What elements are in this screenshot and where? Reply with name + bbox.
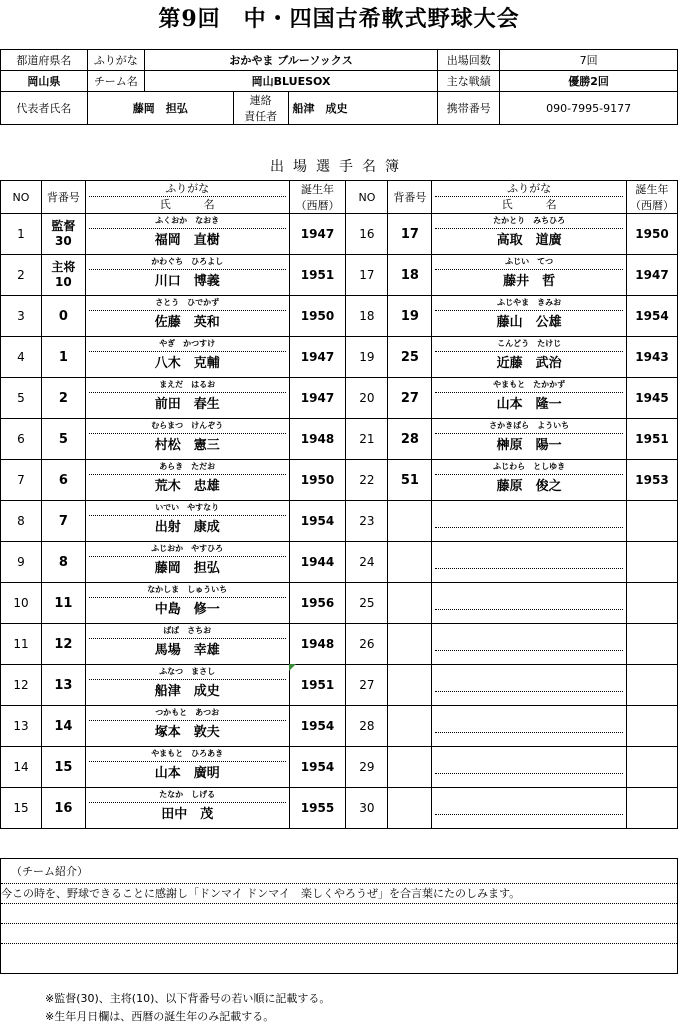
header-number: 背番号 <box>41 181 85 214</box>
player-no: 8 <box>1 501 42 542</box>
player-birth-year: 1953 <box>626 460 677 501</box>
player-name-cell <box>432 337 627 378</box>
player-name-cell <box>85 542 289 583</box>
player-number <box>388 624 432 665</box>
team-name: 岡山BLUESOX <box>144 71 438 92</box>
player-name: 川口 博義 <box>154 274 220 289</box>
player-birth-year: 1951 <box>289 255 346 296</box>
player-furigana: かわぐち ひろよし <box>89 256 286 270</box>
player-name-cell <box>85 624 289 665</box>
header-birth-line2: （西暦） <box>295 199 340 212</box>
player-name: 藤原 俊之 <box>496 479 562 494</box>
header-name: 氏 名 <box>501 197 557 211</box>
player-name: 荒木 忠雄 <box>154 479 220 494</box>
player-birth-year: 1944 <box>289 542 346 583</box>
player-no: 20 <box>346 378 388 419</box>
header-birth <box>289 181 346 214</box>
team-intro-header: （チーム紹介） <box>11 865 88 878</box>
player-furigana: あらき ただお <box>89 461 286 475</box>
player-furigana <box>435 678 623 692</box>
player-furigana <box>435 555 623 569</box>
player-furigana: ふじわら としゆき <box>435 461 623 475</box>
player-number: 8 <box>41 542 85 583</box>
player-name-cell <box>432 501 627 542</box>
intro-line <box>1 943 677 963</box>
player-no: 27 <box>346 665 388 706</box>
player-birth-year: 1947 <box>626 255 677 296</box>
player-number: 28 <box>388 419 432 460</box>
player-number: 27 <box>388 378 432 419</box>
player-number <box>388 542 432 583</box>
player-name-cell <box>432 460 627 501</box>
player-furigana: ばば さちお <box>89 625 286 639</box>
player-birth-year: 1950 <box>626 214 677 255</box>
player-number: 16 <box>41 788 85 829</box>
rep-name: 藤岡 担弘 <box>87 92 233 125</box>
contact-name: 船津 成史 <box>288 92 438 125</box>
header-name: 氏 名 <box>159 197 215 211</box>
roster-row <box>1 460 678 501</box>
player-role: 監督 <box>51 219 76 233</box>
player-number: 1 <box>41 337 85 378</box>
player-name-cell <box>85 296 289 337</box>
player-no: 2 <box>1 255 42 296</box>
roster-row <box>1 788 678 829</box>
team-label: チーム名 <box>87 71 144 92</box>
player-name-cell <box>432 419 627 460</box>
player-furigana: ふじい てつ <box>435 256 623 270</box>
player-birth-year <box>626 624 677 665</box>
player-no: 15 <box>1 788 42 829</box>
player-no: 7 <box>1 460 42 501</box>
player-name-cell <box>85 747 289 788</box>
player-birth-year <box>626 542 677 583</box>
player-no: 24 <box>346 542 388 583</box>
appear-value: 7回 <box>500 50 678 71</box>
player-birth-year: 1954 <box>289 747 346 788</box>
player-name-cell <box>432 706 627 747</box>
player-name-cell <box>85 788 289 829</box>
player-number: 7 <box>41 501 85 542</box>
player-name-cell <box>432 788 627 829</box>
player-name-cell <box>85 583 289 624</box>
comment-marker <box>289 664 296 671</box>
player-name-cell <box>432 255 627 296</box>
pref-label: 都道府県名 <box>1 50 88 71</box>
player-name-cell <box>85 337 289 378</box>
header-name-cell <box>85 181 289 214</box>
player-name: 村松 憲三 <box>154 438 220 453</box>
player-furigana: むらまつ けんぞう <box>89 420 286 434</box>
player-birth-year: 1948 <box>289 624 346 665</box>
header-number: 背番号 <box>388 181 432 214</box>
player-name-cell <box>85 665 289 706</box>
team-info-table <box>0 49 678 125</box>
player-name-cell <box>432 624 627 665</box>
player-birth-year: 1951 <box>626 419 677 460</box>
player-no: 22 <box>346 460 388 501</box>
player-name: 榊原 陽一 <box>496 438 562 453</box>
player-name: 高取 道廣 <box>496 233 562 248</box>
player-name: 船津 成史 <box>154 684 220 699</box>
player-number: 25 <box>388 337 432 378</box>
roster-row <box>1 501 678 542</box>
player-birth-year: 1945 <box>626 378 677 419</box>
player-no: 28 <box>346 706 388 747</box>
player-no: 29 <box>346 747 388 788</box>
player-role: 主将 <box>51 260 76 274</box>
player-birth-year: 1955 <box>289 788 346 829</box>
header-birth <box>626 181 677 214</box>
player-no: 9 <box>1 542 42 583</box>
header-no: NO <box>1 181 42 214</box>
player-name-cell <box>85 255 289 296</box>
phone-label: 携帯番号 <box>438 92 500 125</box>
player-name: 中島 修一 <box>154 602 220 617</box>
header-name-cell <box>432 181 627 214</box>
player-number: 0 <box>41 296 85 337</box>
player-number: 51 <box>388 460 432 501</box>
player-birth-year <box>626 501 677 542</box>
player-furigana <box>435 514 623 528</box>
player-number <box>388 501 432 542</box>
player-number: 6 <box>41 460 85 501</box>
player-no: 26 <box>346 624 388 665</box>
team-furigana: おかやま ブルーソックス <box>144 50 438 71</box>
player-birth-year <box>626 706 677 747</box>
roster-row <box>1 296 678 337</box>
player-number: 5 <box>41 419 85 460</box>
player-no: 14 <box>1 747 42 788</box>
player-name-cell <box>85 419 289 460</box>
player-name-cell <box>432 583 627 624</box>
player-no: 18 <box>346 296 388 337</box>
player-furigana <box>435 801 623 815</box>
player-birth-year: 1948 <box>289 419 346 460</box>
player-name: 近藤 武治 <box>496 356 562 371</box>
player-name: 福岡 直樹 <box>154 233 220 248</box>
player-name: 佐藤 英和 <box>154 315 220 330</box>
player-no: 10 <box>1 583 42 624</box>
player-no: 6 <box>1 419 42 460</box>
player-birth-year: 1947 <box>289 337 346 378</box>
roster-row <box>1 378 678 419</box>
roster-table <box>0 180 678 829</box>
player-number <box>388 583 432 624</box>
player-number <box>388 706 432 747</box>
player-furigana <box>435 760 623 774</box>
player-birth-year <box>626 788 677 829</box>
player-number: 30 <box>55 234 72 248</box>
player-furigana: ふじやま きみお <box>435 297 623 311</box>
roster-title: 出場選手名簿 <box>270 159 408 175</box>
player-furigana <box>435 596 623 610</box>
roster-row <box>1 337 678 378</box>
player-birth-year: 1954 <box>289 706 346 747</box>
player-furigana: なかしま しゅういち <box>89 584 286 598</box>
player-name: 前田 春生 <box>154 397 220 412</box>
player-no: 17 <box>346 255 388 296</box>
player-number <box>388 747 432 788</box>
note-1: ※監督(30)、主将(10)、以下背番号の若い順に記載する。 <box>45 992 331 1005</box>
contact-label <box>233 92 288 125</box>
roster-row <box>1 542 678 583</box>
rep-label: 代表者氏名 <box>1 92 88 125</box>
team-intro-box <box>0 858 678 974</box>
player-no: 23 <box>346 501 388 542</box>
player-birth-year: 1943 <box>626 337 677 378</box>
player-furigana <box>435 637 623 651</box>
player-furigana: ふじおか やすひろ <box>89 543 286 557</box>
player-name-cell <box>432 542 627 583</box>
player-number: 17 <box>388 214 432 255</box>
roster-row <box>1 255 678 296</box>
player-name-cell <box>85 214 289 255</box>
header-birth-line2: （西暦） <box>629 199 674 212</box>
player-name-cell <box>85 501 289 542</box>
player-furigana: さかきばら よういち <box>435 420 623 434</box>
player-no: 12 <box>1 665 42 706</box>
player-furigana: やぎ かつすけ <box>89 338 286 352</box>
player-name-cell <box>432 296 627 337</box>
player-name: 藤岡 担弘 <box>154 561 220 576</box>
player-name-cell <box>85 378 289 419</box>
player-name: 馬場 幸雄 <box>154 643 220 658</box>
contact-label-line1: 連絡 <box>249 94 272 107</box>
player-birth-year: 1954 <box>626 296 677 337</box>
player-furigana: ふくおか なおき <box>89 215 286 229</box>
player-name-cell <box>85 460 289 501</box>
player-furigana: つかもと あつお <box>89 707 286 721</box>
player-furigana: まえだ はるお <box>89 379 286 393</box>
player-name-cell <box>85 706 289 747</box>
player-no: 3 <box>1 296 42 337</box>
player-furigana <box>435 719 623 733</box>
player-name-cell <box>432 665 627 706</box>
player-number: 18 <box>388 255 432 296</box>
player-number: 19 <box>388 296 432 337</box>
player-number <box>388 665 432 706</box>
player-no: 16 <box>346 214 388 255</box>
player-name: 出射 康成 <box>154 520 220 535</box>
contact-label-line2: 責任者 <box>244 110 278 123</box>
player-name: 八木 克輔 <box>154 356 220 371</box>
roster-row <box>1 665 678 706</box>
player-name: 塚本 敦夫 <box>154 725 220 740</box>
header-furigana: ふりがな <box>435 182 623 197</box>
player-name: 山本 隆一 <box>496 397 562 412</box>
player-furigana: やまもと ひろあき <box>89 748 286 762</box>
record-value: 優勝2回 <box>500 71 678 92</box>
header-birth-line1: 誕生年 <box>300 183 334 196</box>
player-furigana: たかとり みちひろ <box>435 215 623 229</box>
furi-label: ふりがな <box>87 50 144 71</box>
player-furigana: こんどう たけじ <box>435 338 623 352</box>
appear-label: 出場回数 <box>438 50 500 71</box>
roster-row <box>1 624 678 665</box>
player-number: 14 <box>41 706 85 747</box>
player-birth-year: 1947 <box>289 378 346 419</box>
player-number: 15 <box>41 747 85 788</box>
intro-line <box>1 923 677 943</box>
player-number-cell <box>41 214 85 255</box>
player-birth-year <box>626 747 677 788</box>
roster-row <box>1 747 678 788</box>
player-birth-year: 1950 <box>289 460 346 501</box>
roster-row <box>1 706 678 747</box>
player-birth-year <box>626 665 677 706</box>
player-number-cell <box>41 255 85 296</box>
player-no: 1 <box>1 214 42 255</box>
player-number: 2 <box>41 378 85 419</box>
player-birth-year: 1950 <box>289 296 346 337</box>
player-furigana: ふなつ まさし <box>89 666 286 680</box>
team-intro-text: 今この時を、野球できることに感謝し「ドンマイ ドンマイ 楽しくやろうぜ」を合言葉にたのしみます。 <box>1 883 677 903</box>
player-no: 19 <box>346 337 388 378</box>
record-label: 主な戦績 <box>438 71 500 92</box>
player-no: 4 <box>1 337 42 378</box>
header-no: NO <box>346 181 388 214</box>
player-furigana: いでい やすなり <box>89 502 286 516</box>
player-number: 11 <box>41 583 85 624</box>
player-number <box>388 788 432 829</box>
intro-line <box>1 903 677 923</box>
player-birth-year: 1951 <box>289 665 346 706</box>
player-birth-year: 1954 <box>289 501 346 542</box>
player-number: 10 <box>55 275 72 289</box>
header-furigana: ふりがな <box>89 182 286 197</box>
roster-header-row <box>1 181 678 214</box>
header-birth-line1: 誕生年 <box>635 183 669 196</box>
player-number: 13 <box>41 665 85 706</box>
note-2: ※生年月日欄は、西暦の誕生年のみ記載する。 <box>45 1010 275 1023</box>
player-name-cell <box>432 214 627 255</box>
player-furigana: やまもと たかかず <box>435 379 623 393</box>
player-name: 藤井 哲 <box>503 274 556 289</box>
player-furigana: たなか しげる <box>89 789 286 803</box>
roster-row <box>1 419 678 460</box>
player-name: 山本 廣明 <box>154 766 220 781</box>
player-no: 11 <box>1 624 42 665</box>
player-name: 藤山 公雄 <box>496 315 562 330</box>
player-birth-year: 1956 <box>289 583 346 624</box>
player-no: 30 <box>346 788 388 829</box>
player-birth-year: 1947 <box>289 214 346 255</box>
player-name: 田中 茂 <box>161 807 214 822</box>
player-no: 13 <box>1 706 42 747</box>
phone-value: 090-7995-9177 <box>500 92 678 125</box>
player-number: 12 <box>41 624 85 665</box>
roster-row <box>1 583 678 624</box>
player-no: 25 <box>346 583 388 624</box>
roster-row <box>1 214 678 255</box>
page-title: 第9回 中・四国古希軟式野球大会 <box>158 6 520 32</box>
player-furigana: さとう ひでかず <box>89 297 286 311</box>
pref-value: 岡山県 <box>1 71 88 92</box>
player-no: 21 <box>346 419 388 460</box>
player-no: 5 <box>1 378 42 419</box>
player-name-cell <box>432 378 627 419</box>
player-birth-year <box>626 583 677 624</box>
player-name-cell <box>432 747 627 788</box>
